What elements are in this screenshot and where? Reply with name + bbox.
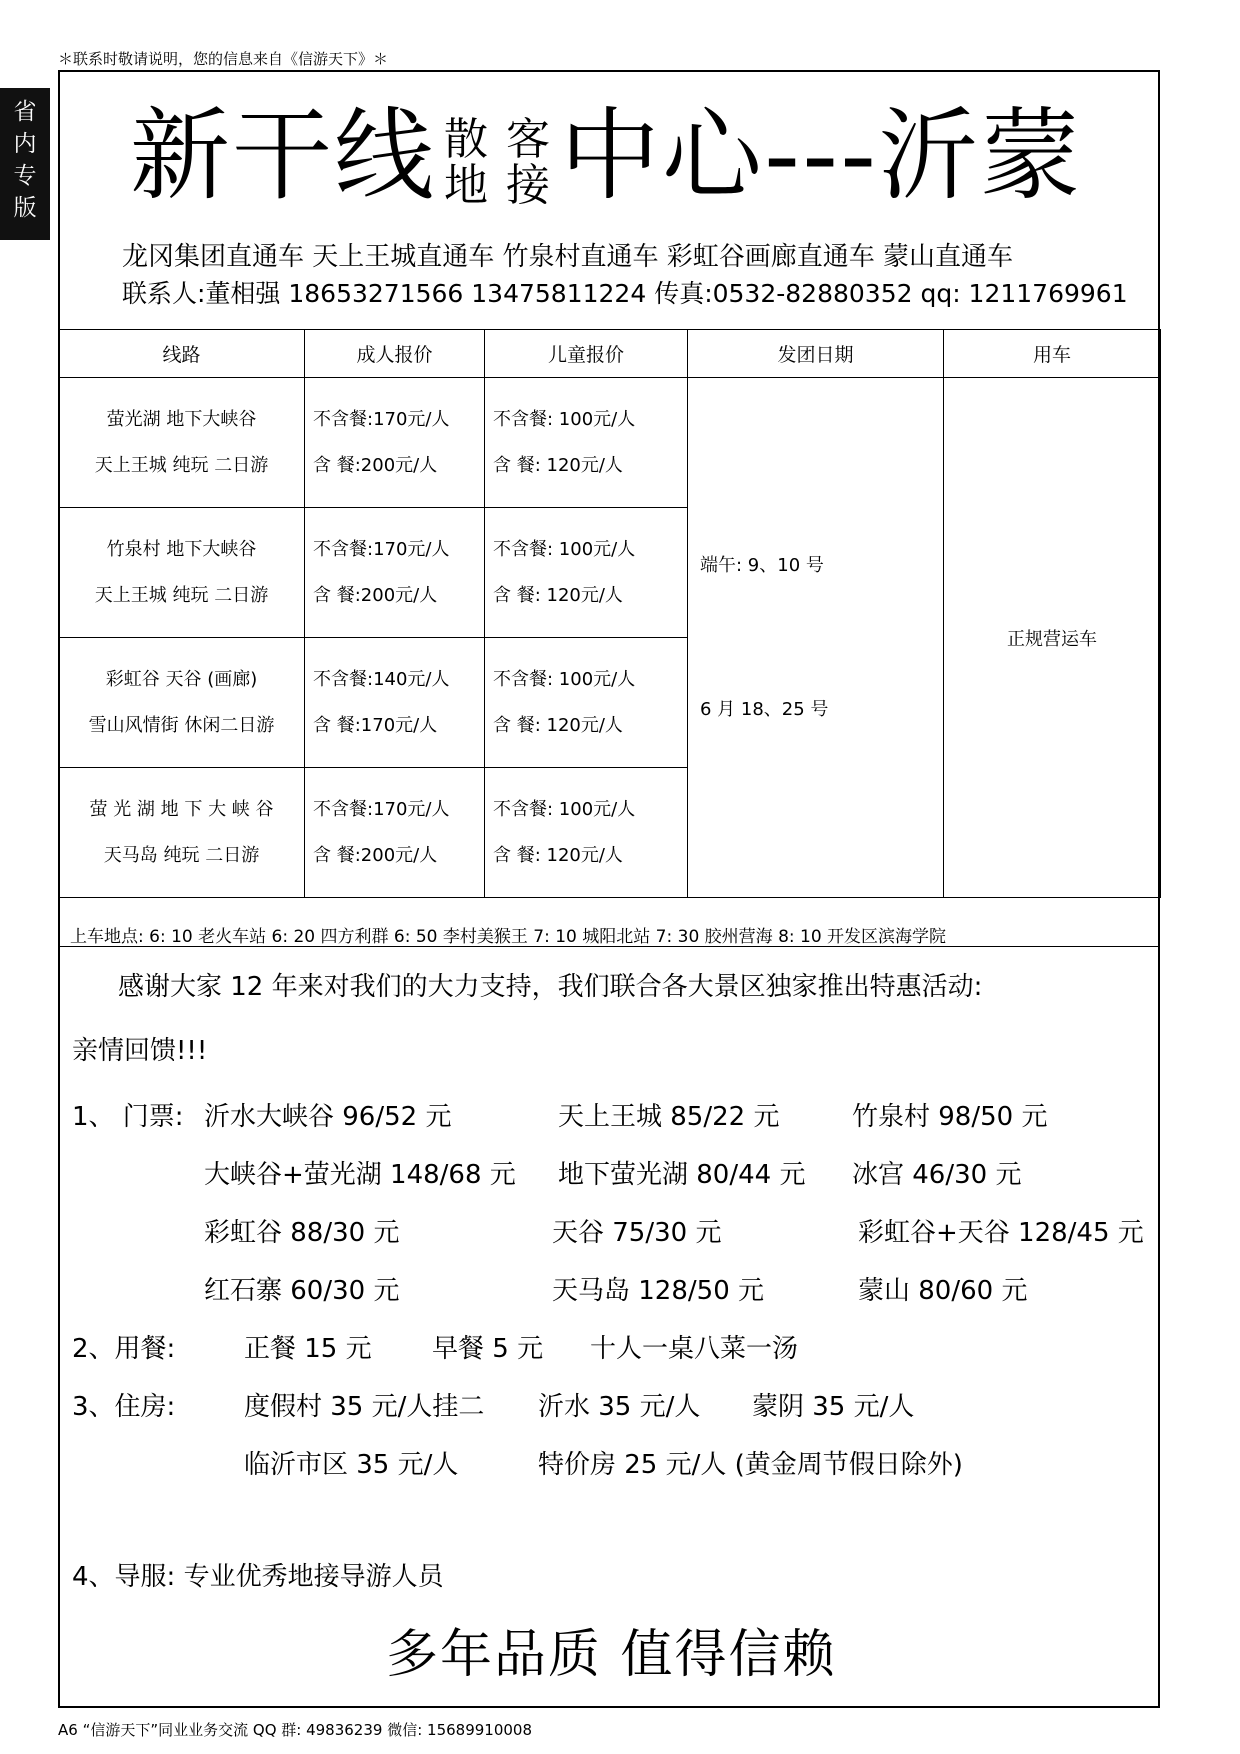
adult-price-cell	[305, 508, 485, 638]
title-stack-char: 客	[506, 113, 552, 165]
lodging-price: 蒙阴 35 元/人	[752, 1392, 915, 1422]
lodging-label: 3、住房:	[72, 1392, 176, 1422]
ticket-price: 冰宫 46/30 元	[852, 1160, 1022, 1190]
departure-date: 6 月 18、25 号	[700, 698, 829, 720]
ticket-price: 地下萤光湖 80/44 元	[558, 1160, 806, 1190]
price-line: 不含餐: 100元/人	[493, 408, 636, 430]
header-departure-date: 发团日期	[688, 330, 944, 378]
title-stack-left	[444, 113, 490, 211]
title-part1: 新干线	[130, 97, 436, 214]
route-cell	[59, 508, 305, 638]
lodging-price: 临沂市区 35 元/人	[244, 1450, 459, 1480]
price-line: 不含餐:170元/人	[313, 408, 450, 430]
price-line: 含 餐:200元/人	[313, 454, 438, 476]
title-stack-right	[506, 113, 552, 211]
route-line: 彩虹谷 天谷 (画廊)	[105, 668, 258, 690]
promo-heading: 亲情回馈!!!	[72, 1036, 208, 1066]
price-line: 不含餐: 100元/人	[493, 798, 636, 820]
direct-bus-routes: 龙冈集团直通车 天上王城直通车 竹泉村直通车 彩虹谷画廊直通车 蒙山直通车	[122, 242, 1014, 272]
lodging-price: 度假村 35 元/人挂二	[244, 1392, 485, 1422]
price-line: 不含餐:170元/人	[313, 798, 450, 820]
tickets-label: 1、 门票:	[72, 1102, 184, 1132]
header-vehicle: 用车	[944, 330, 1161, 378]
route-cell	[59, 378, 305, 508]
footer: A6 “信游天下”同业业务交流 QQ 群: 49836239 微信: 15689910008	[58, 1721, 533, 1739]
section-tab-char: 内	[13, 131, 37, 157]
table-row	[59, 378, 1161, 508]
ticket-price: 大峡谷+萤光湖 148/68 元	[204, 1160, 516, 1190]
price-line: 含 餐:200元/人	[313, 844, 438, 866]
title-stack-char: 接	[506, 159, 552, 211]
child-price-cell	[485, 508, 688, 638]
vehicle-cell: 正规营运车	[944, 378, 1161, 898]
meal-price: 十人一桌八菜一汤	[590, 1334, 799, 1364]
ticket-price: 彩虹谷+天谷 128/45 元	[858, 1218, 1144, 1248]
route-line: 竹泉村 地下大峡谷	[106, 538, 257, 560]
section-tab	[0, 88, 50, 240]
page-title	[130, 96, 1082, 216]
header-adult-price: 成人报价	[305, 330, 485, 378]
ticket-price: 天上王城 85/22 元	[558, 1102, 780, 1132]
title-stack-char: 地	[444, 159, 490, 211]
ticket-price: 天马岛 128/50 元	[552, 1276, 764, 1306]
price-line: 含 餐: 120元/人	[493, 714, 623, 736]
price-line: 含 餐:200元/人	[313, 584, 438, 606]
header-notice: ＊联系时敬请说明，您的信息来自《信游天下》＊	[58, 50, 389, 68]
meals-label: 2、用餐:	[72, 1334, 176, 1364]
section-tab-char: 专	[13, 163, 37, 189]
ticket-price: 彩虹谷 88/30 元	[204, 1218, 400, 1248]
route-line: 天上王城 纯玩 二日游	[94, 454, 269, 476]
guide-service: 4、导服: 专业优秀地接导游人员	[72, 1562, 444, 1592]
divider	[58, 946, 1160, 947]
title-stack-char: 散	[444, 113, 490, 165]
section-tab-char: 省	[13, 99, 37, 125]
route-cell	[59, 638, 305, 768]
child-price-cell	[485, 768, 688, 898]
price-line: 不含餐:140元/人	[313, 668, 450, 690]
ticket-price: 天谷 75/30 元	[552, 1218, 722, 1248]
ticket-price: 沂水大峡谷 96/52 元	[204, 1102, 452, 1132]
adult-price-cell	[305, 378, 485, 508]
promo-intro: 感谢大家 12 年来对我们的大力支持，我们联合各大景区独家推出特惠活动:	[118, 972, 983, 1002]
header-route: 线路	[59, 330, 305, 378]
contact-info: 联系人:董相强 18653271566 13475811224 传真:0532-82880352 qq: 1211769961	[122, 279, 1128, 308]
adult-price-cell	[305, 638, 485, 768]
slogan: 多年品质 值得信赖	[386, 1625, 837, 1685]
departure-date: 端午: 9、10 号	[700, 554, 824, 576]
route-line: 天马岛 纯玩 二日游	[103, 844, 260, 866]
header-child-price: 儿童报价	[485, 330, 688, 378]
price-line: 含 餐:170元/人	[313, 714, 438, 736]
title-part2: 中心---沂蒙	[560, 97, 1083, 214]
lodging-price: 特价房 25 元/人 (黄金周节假日除外)	[538, 1450, 963, 1480]
meal-price: 早餐 5 元	[432, 1334, 544, 1364]
price-line: 不含餐: 100元/人	[493, 668, 636, 690]
lodging-price: 沂水 35 元/人	[538, 1392, 701, 1422]
price-line: 含 餐: 120元/人	[493, 454, 623, 476]
pickup-locations: 上车地点: 6: 10 老火车站 6: 20 四方利群 6: 50 李村美猴王 7: 10 城阳北站 7: 30 胶州营海 8: 10 开发区滨海学院	[70, 927, 947, 947]
route-line: 萤 光 湖 地 下 大 峡 谷	[89, 798, 274, 820]
route-line: 天上王城 纯玩 二日游	[94, 584, 269, 606]
departure-dates-cell	[688, 378, 944, 898]
ticket-price: 蒙山 80/60 元	[858, 1276, 1028, 1306]
ticket-price: 竹泉村 98/50 元	[852, 1102, 1048, 1132]
price-line: 含 餐: 120元/人	[493, 844, 623, 866]
section-tab-char: 版	[13, 195, 37, 221]
routes-table	[58, 329, 1161, 898]
meal-price: 正餐 15 元	[244, 1334, 372, 1364]
ticket-price: 红石寨 60/30 元	[204, 1276, 400, 1306]
price-line: 不含餐: 100元/人	[493, 538, 636, 560]
route-cell	[59, 768, 305, 898]
route-line: 雪山风情街 休闲二日游	[88, 714, 275, 736]
child-price-cell	[485, 638, 688, 768]
price-line: 不含餐:170元/人	[313, 538, 450, 560]
child-price-cell	[485, 378, 688, 508]
price-line: 含 餐: 120元/人	[493, 584, 623, 606]
table-header-row	[59, 330, 1161, 378]
route-line: 萤光湖 地下大峡谷	[106, 408, 257, 430]
adult-price-cell	[305, 768, 485, 898]
